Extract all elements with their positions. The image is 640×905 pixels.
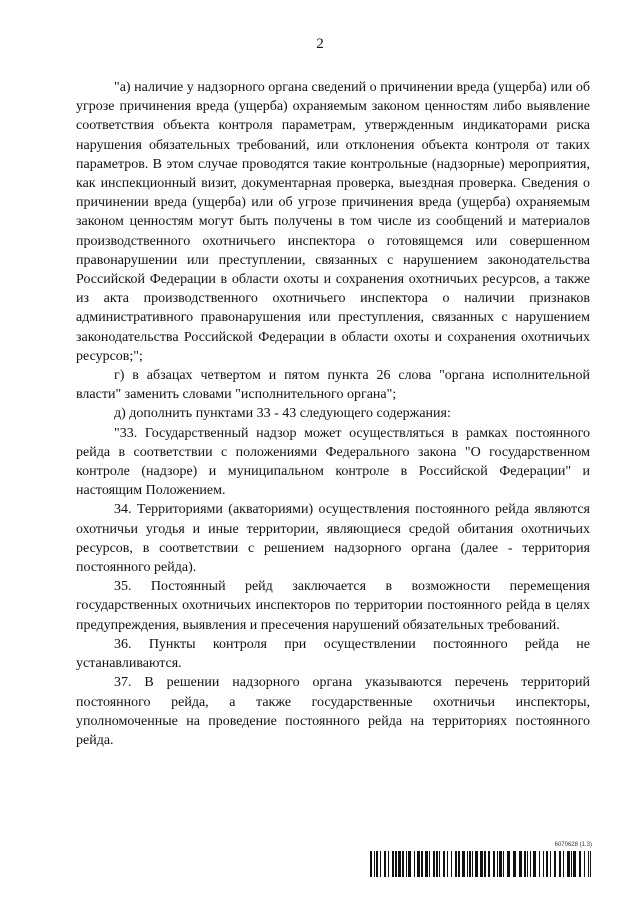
barcode-bar xyxy=(417,851,420,877)
barcode-bar xyxy=(503,851,504,877)
barcode-bar xyxy=(488,851,490,877)
barcode-bar xyxy=(519,851,522,877)
barcode-bar xyxy=(380,851,381,877)
barcode-bar xyxy=(563,851,564,877)
paragraph-33: "33. Государственный надзор может осуществляться в рамках постоянного рейда в соответствии с положениями Федерального закона "О государственном контроле (надзоре) и муниципальном контроле в Российской Федерации" и настоящим Положением. xyxy=(76,425,590,499)
barcode-bar xyxy=(497,851,498,877)
barcode-bar xyxy=(484,851,486,877)
paragraph-d: д) дополнить пунктами 33 - 43 следующего содержания: xyxy=(114,406,451,422)
barcode-bar xyxy=(475,851,478,877)
barcode-bar xyxy=(433,851,435,877)
barcode-bar xyxy=(421,851,423,877)
barcode-bar xyxy=(370,851,372,877)
barcode-bar xyxy=(376,851,378,877)
barcode-bar xyxy=(388,851,389,877)
barcode-bar xyxy=(554,851,556,877)
barcode-bar xyxy=(451,851,452,877)
barcode-bar xyxy=(513,851,516,877)
barcode-bar xyxy=(392,851,394,877)
barcode-bar xyxy=(567,851,570,877)
barcode-bar xyxy=(530,851,531,877)
barcode-bar xyxy=(543,851,544,877)
barcode-bar xyxy=(436,851,438,877)
paragraph-g: г) в абзацах четвертом и пятом пункта 26 слова "органа исполнительной власти" заменить словами "исполнительного органа"; xyxy=(76,368,590,403)
barcode-bar xyxy=(579,851,581,877)
barcode-bar xyxy=(469,851,471,877)
paragraph-34: 34. Территориями (акваториями) осуществления постоянного рейда являются охотничьи угодья и иные территории, являющиеся средой обитания охотничьих ресурсов, в соответствии с решением надзорного органа (далее - территория постоянного рейда). xyxy=(76,502,590,576)
barcode-bar xyxy=(406,851,407,877)
barcode-bar xyxy=(439,851,440,877)
barcode-bar xyxy=(524,851,526,877)
barcode-bar xyxy=(447,851,448,877)
barcode-bar xyxy=(398,851,401,877)
barcode-bar xyxy=(462,851,465,877)
barcode-bar xyxy=(480,851,483,877)
barcode-bar xyxy=(588,851,589,877)
barcode-bar xyxy=(443,851,445,877)
barcode-bar xyxy=(384,851,386,877)
barcode-bar xyxy=(499,851,502,877)
barcode-image xyxy=(370,851,592,877)
barcode-bar xyxy=(493,851,495,877)
paragraph-36: 36. Пункты контроля при осуществлении постоянного рейда не устанавливаются. xyxy=(76,636,590,672)
barcode-bar xyxy=(402,851,404,877)
barcode-bar xyxy=(546,851,548,877)
paragraph-a: "а) наличие у надзорного органа сведений о причинении вреда (ущерба) или об угрозе причинения вреда (ущерба) охраняемым законом ценностям либо выявление соответствия объекта контроля параметрам, утвержденным индикаторами риска нарушения обязательных требований, или отклонения объекта контроля от таких параметров. В этом случае проводятся такие контрольные (надзорные) мероприятия, как инспекционный визит, документарная проверка, выездная проверка. Сведения о причинении вреда (ущерба) или об угрозе причинения вреда (ущерба) охраняемым законом ценностям могут быть получены в том числе из сообщений и материалов производственного охотничьего инспектора о готовящемся или совершенном правонарушении или преступлении, связанных с нарушением законодательства Российской Федерации в области охоты и сохранения охотничьих ресурсов, а также из акта производственного охотничьего инспектора о наличии признаков административного правонарушения или преступления, связанных с нарушением законодательства Российской Федерации в области охоты и сохранения охотничьих ресурсов;"; xyxy=(76,80,590,364)
paragraph-35: 35. Постоянный рейд заключается в возможности перемещения государственных охотничьих инспекторов по территории постоянного рейда в целях предупреждения, выявления и пресечения нарушений обязательных требований. xyxy=(76,579,590,633)
barcode-bar xyxy=(455,851,457,877)
barcode-bar xyxy=(458,851,460,877)
document-body xyxy=(76,78,590,750)
barcode-bar xyxy=(573,851,576,877)
barcode-bar xyxy=(429,851,430,877)
barcode-bar xyxy=(395,851,397,877)
barcode-bar xyxy=(408,851,411,877)
barcode-bar xyxy=(539,851,540,877)
barcode-bar xyxy=(414,851,415,877)
page-number: 2 xyxy=(316,36,324,52)
barcode-bar xyxy=(507,851,510,877)
barcode-bar xyxy=(467,851,468,877)
document-serial: 6070628 (1.3) xyxy=(554,842,592,848)
barcode-bar xyxy=(472,851,473,877)
barcode-bar xyxy=(550,851,551,877)
barcode-bar xyxy=(425,851,428,877)
barcode-bar xyxy=(590,851,591,877)
barcode-bar xyxy=(533,851,536,877)
barcode-bar xyxy=(559,851,561,877)
barcode-bar xyxy=(527,851,528,877)
barcode-bar xyxy=(584,851,585,877)
paragraph-37: 37. В решении надзорного органа указываются перечень территорий постоянного рейда, а также государственные охотничьи инспекторы, уполномоченные на проведение постоянного рейда на территориях постоянного рейда. xyxy=(76,675,590,748)
barcode-bar xyxy=(374,851,375,877)
barcode-bar xyxy=(571,851,572,877)
